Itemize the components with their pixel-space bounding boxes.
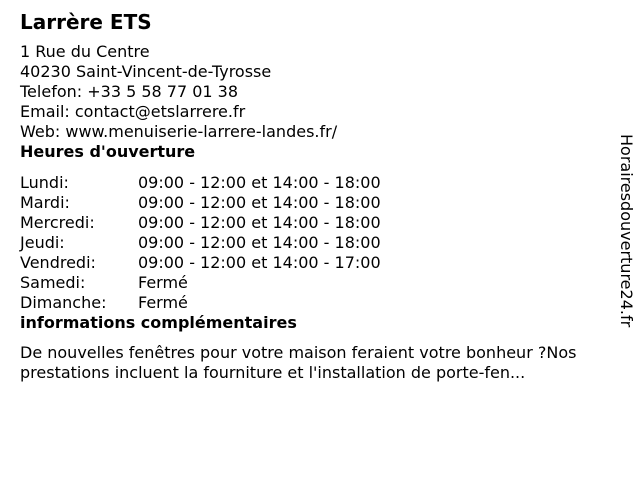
day-hours: 09:00 - 12:00 et 14:00 - 18:00 bbox=[138, 173, 381, 192]
watermark-text: Horairesdouverture24.fr bbox=[617, 134, 636, 328]
hours-title: Heures d'ouverture bbox=[20, 142, 196, 161]
info-description bbox=[20, 343, 620, 383]
info-line: prestations incluent la fourniture et l'installation de porte-fen... bbox=[20, 363, 526, 382]
day-hours: Fermé bbox=[138, 293, 188, 312]
hours-row bbox=[20, 173, 620, 193]
business-name: Larrère ETS bbox=[20, 10, 152, 34]
website-text: Web: www.menuiserie-larrere-landes.fr/ bbox=[20, 122, 338, 141]
day-hours: Fermé bbox=[138, 273, 188, 292]
hours-row bbox=[20, 193, 620, 213]
hours-row bbox=[20, 253, 620, 273]
email-text: Email: contact@etslarrere.fr bbox=[20, 102, 246, 121]
day-hours: 09:00 - 12:00 et 14:00 - 18:00 bbox=[138, 213, 381, 232]
contact-block bbox=[20, 42, 620, 142]
day-hours: 09:00 - 12:00 et 14:00 - 18:00 bbox=[138, 233, 381, 252]
address-street: 1 Rue du Centre bbox=[20, 42, 150, 61]
address-city: 40230 Saint-Vincent-de-Tyrosse bbox=[20, 62, 272, 81]
hours-table bbox=[20, 173, 620, 313]
day-hours: 09:00 - 12:00 et 14:00 - 17:00 bbox=[138, 253, 381, 272]
hours-row bbox=[20, 273, 620, 293]
phone-text: Telefon: +33 5 58 77 01 38 bbox=[20, 82, 239, 101]
info-title: informations complémentaires bbox=[20, 313, 297, 332]
day-label: Mercredi: bbox=[20, 213, 95, 232]
day-label: Vendredi: bbox=[20, 253, 96, 272]
hours-row bbox=[20, 233, 620, 253]
hours-row bbox=[20, 293, 620, 313]
day-label: Lundi: bbox=[20, 173, 69, 192]
business-card bbox=[20, 8, 620, 383]
day-label: Samedi: bbox=[20, 273, 86, 292]
hours-row bbox=[20, 213, 620, 233]
day-label: Mardi: bbox=[20, 193, 70, 212]
info-line: De nouvelles fenêtres pour votre maison feraient votre bonheur ?Nos bbox=[20, 343, 577, 362]
day-label: Dimanche: bbox=[20, 293, 107, 312]
day-hours: 09:00 - 12:00 et 14:00 - 18:00 bbox=[138, 193, 381, 212]
day-label: Jeudi: bbox=[20, 233, 65, 252]
